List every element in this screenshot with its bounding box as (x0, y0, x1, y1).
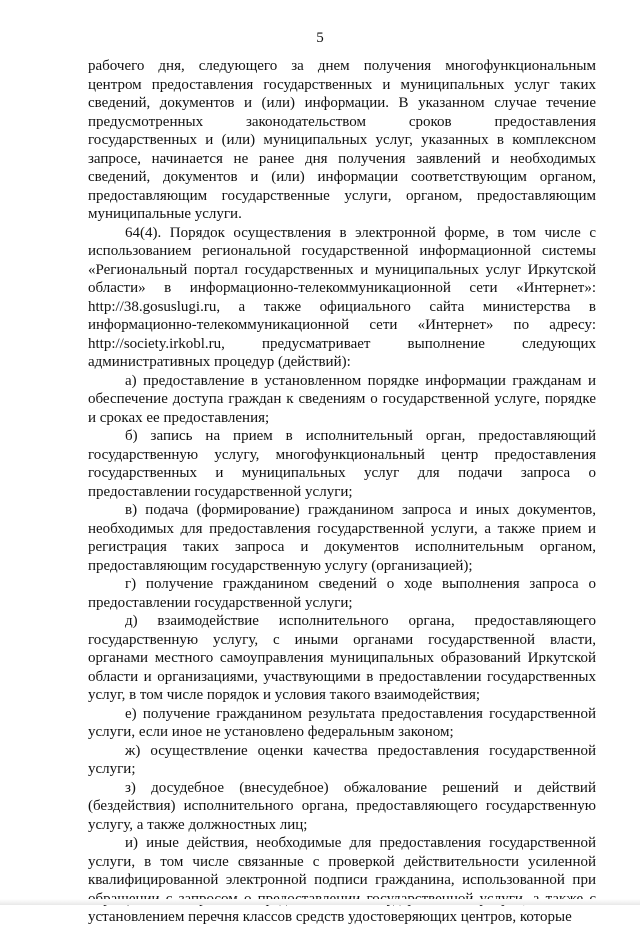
text-line: д) взаимодействие исполнительного органа, предоставляющего (125, 613, 596, 629)
page-number: 5 (316, 30, 324, 46)
scan-edge (0, 899, 640, 905)
text-line: в) подача (формирование) гражданином запроса и иных документов, (125, 502, 596, 518)
paragraph (88, 427, 596, 501)
text-line: (бездействия) исполнительного органа, предоставляющего государственную (88, 798, 596, 814)
text-line: е) получение гражданином результата предоставления государственной (125, 705, 596, 722)
paragraph (88, 224, 596, 372)
text-line: услугу, а также должностных лиц; (88, 816, 308, 833)
text-line: 64(4). Порядок осуществления в электронной форме, в том числе с (125, 224, 596, 241)
text-line: органами местного самоуправления муниципальных образований Иркутской (88, 650, 596, 666)
text-line: государственную услугу, многофункциональный центр предоставления (88, 446, 596, 463)
text-line: предоставляющим государственные услуги, органом, предоставляющим (88, 187, 596, 204)
text-line: услуги, если иное не установлено федеральным законом; (88, 724, 454, 740)
text-line: регистрация таких запроса и документов исполнительным органом, (88, 539, 596, 555)
document-body (88, 57, 596, 927)
text-line: установлением перечня классов средств удостоверяющих центров, которые (88, 909, 572, 925)
paragraph (88, 779, 596, 835)
text-line: информационно-телекоммуникационной сети «Интернет» по адресу: (88, 317, 596, 333)
paragraph (88, 742, 596, 779)
text-line: административных процедур (действий): (88, 354, 351, 370)
paragraph (88, 834, 596, 927)
text-line: «Региональный портал государственных и муниципальных услуг Иркутской (88, 261, 596, 278)
text-line: муниципальные услуги. (88, 206, 242, 222)
text-line: предоставлении государственной услуги; (88, 594, 353, 611)
text-line: рабочего дня, следующего за днем получения многофункциональным (88, 58, 596, 74)
text-line: сведений, документов и (или) информации. В указанном случае течение (88, 95, 596, 111)
paragraph (88, 575, 596, 612)
text-line: государственную услугу, с иными органами государственной власти, (88, 631, 596, 648)
text-line: предусмотренных законодательством сроков предоставления (88, 113, 596, 130)
text-line: и) иные действия, необходимые для предоставления государственной (125, 835, 596, 851)
text-line: услуг, в том числе порядок и условия такого взаимодействия; (88, 687, 481, 703)
text-line: области и организациями, участвующими в предоставлении государственных (88, 668, 596, 685)
paragraph (88, 501, 596, 575)
paragraph (88, 372, 596, 428)
paragraph (88, 57, 596, 224)
text-line: а) предоставление в установленном порядке информации гражданам и (125, 372, 596, 389)
paragraph (88, 705, 596, 742)
paragraph (88, 612, 596, 705)
text-line: услуги, в том числе связанные с проверкой действительности усиленной (88, 853, 596, 870)
text-line: использованием региональной государственной информационной системы (88, 243, 596, 259)
text-line: центром предоставления государственных и муниципальных услуг таких (88, 76, 596, 93)
text-line: и сроках ее предоставления; (88, 409, 270, 426)
text-line: предоставлении государственной услуги; (88, 483, 353, 500)
text-line: государственных и (или) муниципальных услуг, указанных в комплексном (88, 132, 596, 148)
text-line: необходимых для предоставления государственной услуги, а также прием и (88, 520, 596, 537)
text-line: сведений, документов и (или) информации соответствующим органом, (88, 169, 596, 185)
text-line: услуги; (88, 761, 136, 777)
text-line: б) запись на прием в исполнительный орган, предоставляющий (125, 428, 596, 444)
text-line: ж) осуществление оценки качества предоставления государственной (125, 742, 596, 759)
text-line: з) досудебное (внесудебное) обжалование решений и действий (125, 779, 596, 796)
text-line: запросе, начинается не ранее дня получения заявлений и необходимых (88, 150, 596, 167)
text-line: предоставляющим государственную услугу (организацией); (88, 557, 473, 574)
text-line: http://society.irkobl.ru, предусматривает выполнение следующих (88, 335, 596, 352)
text-line: г) получение гражданином сведений о ходе выполнения запроса о (125, 576, 596, 592)
text-line: государственных и муниципальных услуг для подачи запроса о (88, 465, 596, 481)
text-line: квалифицированной электронной подписи гражданина, использованной при (88, 872, 596, 888)
text-line: http://38.gosuslugi.ru, а также официального сайта министерства в (88, 298, 596, 315)
text-line: области» в информационно-телекоммуникационной сети «Интернет»: (88, 280, 596, 296)
text-line: обеспечение доступа граждан к сведениям о государственной услуге, порядке (88, 391, 596, 407)
